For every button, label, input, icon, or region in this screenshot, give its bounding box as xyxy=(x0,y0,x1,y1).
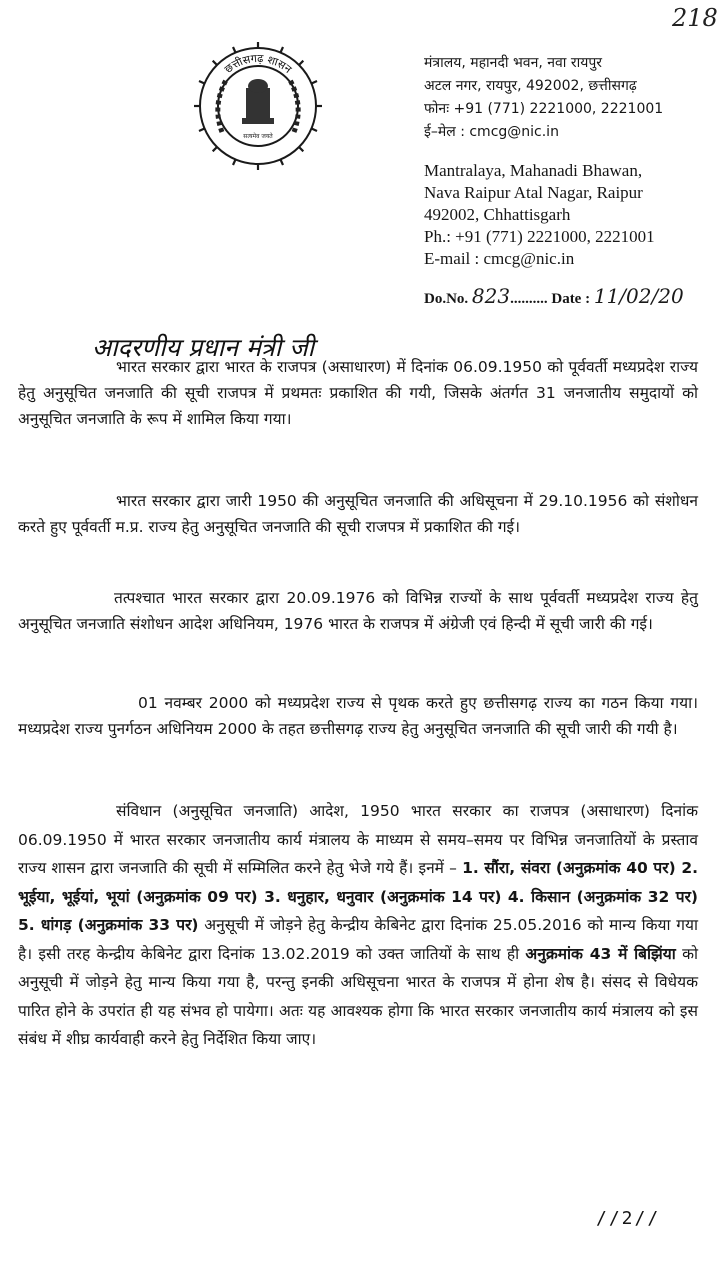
do-dots: .......... xyxy=(510,291,548,307)
date-value: 11/02/20 xyxy=(593,284,684,308)
address-hindi-line: अटल नगर, रायपुर, 492002, छत्तीसगढ़ xyxy=(424,78,637,94)
paragraph-5-tribe-43: अनुक्रमांक 43 में बिझिंया xyxy=(525,944,676,963)
address-hindi-line: फोनः +91 (771) 2221000, 2221001 xyxy=(424,101,664,117)
seal-label: छत्तीसगढ़ शासन xyxy=(221,51,295,76)
do-number-value: 823 xyxy=(471,284,511,308)
next-page-marker: //2// xyxy=(596,1208,661,1229)
paragraph-2: भारत सरकार द्वारा जारी 1950 की अनुसूचित जनजाति की अधिसूचना में 29.10.1956 को संशोधन करते हुए पूर्ववर्ती म.प्र. राज्य हेतु अनुसूचित जनजाति की सूची राजपत्र में प्रकाशित की गई। xyxy=(18,492,698,536)
chhattisgarh-government-seal xyxy=(192,40,324,172)
paragraph-5-end: को अनुसूची में जोड़ने हेतु मान्य किया गया है, परन्तु इनकी अधिसूचना भारत के राजपत्र में होना शेष है। संसद से विधेयक पारित होने के उपरांत ही यह संभव हो पायेगा। अतः यह आवश्यक होगा कि भारत सरकार जनजातीय कार्य मंत्रालय को इस संबंध में शीघ्र कार्यवाही करने हेतु निर्देशित किया जाए। xyxy=(18,944,699,1048)
svg-text:छत्तीसगढ़ शासन xyxy=(222,52,295,77)
paragraph-3: तत्पश्चात भारत सरकार द्वारा 20.09.1976 को विभिन्न राज्यों के साथ पूर्ववर्ती मध्यप्रदेश राज्य हेतु अनुसूचित जनजाति संशोधन आदेश अधिनियम, 1976 भारत के राजपत्र में अंग्रेजी एवं हिन्दी में सूची जारी की गई। xyxy=(18,589,698,633)
address-english-line: Ph.: +91 (771) 2221000, 2221001 xyxy=(424,227,655,246)
paragraph-5-middle: अनुसूची में जोड़ने हेतु केन्द्रीय केबिनेट द्वारा दिनांक 25.05.2016 को मान्य किया गया है। इसी तरह केन्द्रीय केबिनेट द्वारा दिनांक 13.02.2019 को उक्त जातियों के साथ ही xyxy=(18,916,698,963)
address-english-line: 492002, Chhattisgarh xyxy=(424,205,571,224)
handwritten-page-number: 218 xyxy=(672,4,718,32)
do-number-line xyxy=(424,284,684,308)
do-label: Do.No. xyxy=(424,291,469,307)
address-hindi-line: ई–मेल : cmcg@nic.in xyxy=(424,124,559,140)
date-label: Date : xyxy=(551,291,591,307)
address-hindi-line: मंत्रालय, महानदी भवन, नवा रायपुर xyxy=(424,55,603,71)
paragraph-1: भारत सरकार द्वारा भारत के राजपत्र (असाधारण) में दिनांक 06.09.1950 को पूर्ववर्ती मध्यप्रदेश राज्य हेतु अनुसूचित जनजाति की सूची राजपत्र में प्रथमतः प्रकाशित की गयी, जिसके अंतर्गत 31 जनजातीय समुदायों को अनुसूचित जनजाति के रूप में शामिल किया गया। xyxy=(18,358,698,428)
paragraph-5 xyxy=(18,797,698,1054)
address-english-line: Mantralaya, Mahanadi Bhawan, xyxy=(424,161,643,180)
paragraph-4: 01 नवम्बर 2000 को मध्यप्रदेश राज्य से पृथक करते हुए छत्तीसगढ़ राज्य का गठन किया गया। मध्यप्रदेश राज्य पुनर्गठन अधिनियम 2000 के तहत छत्तीसगढ़ राज्य हेतु अनुसूचित जनजाति की सूची जारी की गयी है। xyxy=(18,694,698,738)
address-hindi xyxy=(424,52,663,144)
paragraph-5-intro: संविधान (अनुसूचित जनजाति) आदेश, 1950 भारत सरकार का राजपत्र (असाधारण) दिनांक 06.09.1950 में भारत सरकार जनजातीय कार्य मंत्रालय के माध्यम से समय–समय पर विभिन्न जनजातियों के प्रस्ताव राज्य शासन द्वारा जनजाति की सूची में सम्मिलित करने हेतु भेजे गये हैं। इनमें – xyxy=(18,802,698,877)
address-english-line: E-mail : cmcg@nic.in xyxy=(424,249,575,268)
paragraph-5-tribe-list: 1. सौंरा, संवरा (अनुक्रमांक 40 पर) 2. भूईया, भूईयां, भूयां (अनुक्रमांक 09 पर) 3. धनुहार, धनुवार (अनुक्रमांक 14 पर) 4. किसान (अनुक्रमांक 32 पर) 5. धांगड़ (अनुक्रमांक 33 पर) xyxy=(18,859,698,934)
address-english xyxy=(424,160,655,270)
svg-text:सत्यमेव जयते: सत्यमेव जयते xyxy=(243,133,273,140)
address-english-line: Nava Raipur Atal Nagar, Raipur xyxy=(424,183,643,202)
salutation: आदरणीय प्रधान मंत्री जी xyxy=(92,333,315,362)
